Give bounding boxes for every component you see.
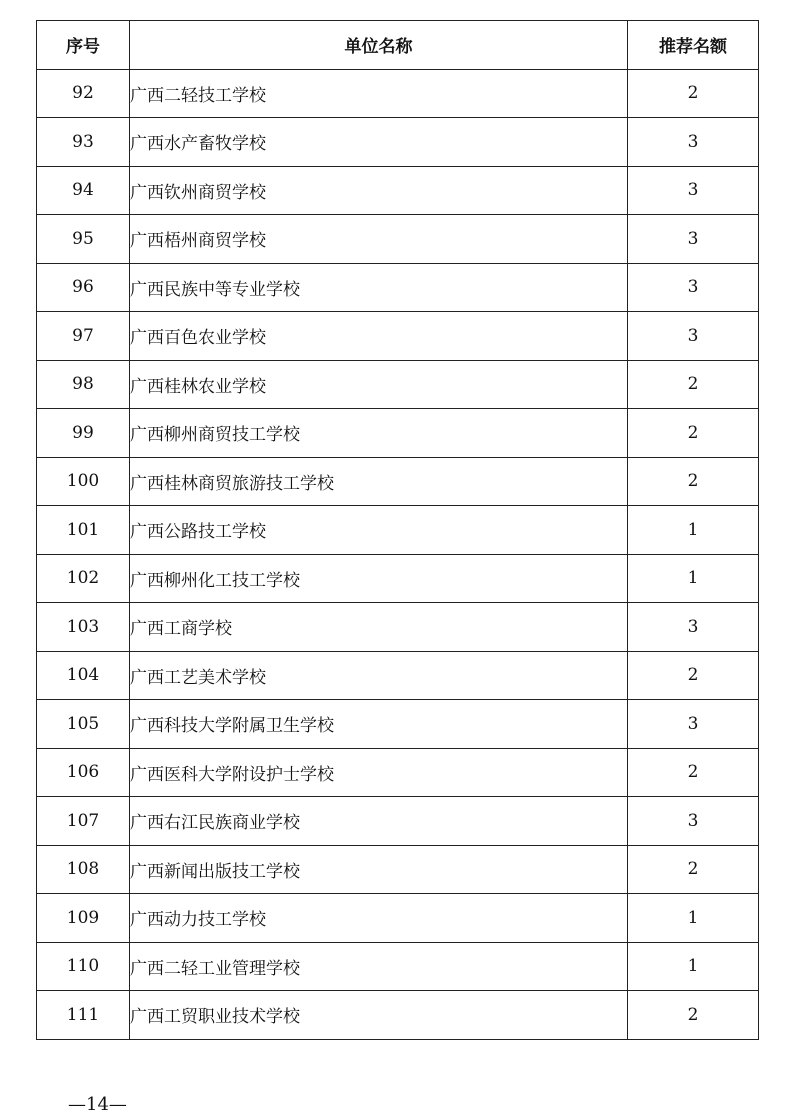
row-serial-number: 98 <box>37 360 130 409</box>
table-row <box>37 991 759 1040</box>
row-unit-name: 广西医科大学附设护士学校 <box>130 748 628 797</box>
row-recommended-quota: 3 <box>628 263 759 312</box>
row-serial-number: 109 <box>37 894 130 943</box>
table-row <box>37 409 759 458</box>
row-serial-number: 99 <box>37 409 130 458</box>
row-unit-name: 广西动力技工学校 <box>130 894 628 943</box>
row-serial-number: 106 <box>37 748 130 797</box>
table-row <box>37 118 759 167</box>
row-serial-number: 102 <box>37 554 130 603</box>
row-serial-number: 107 <box>37 797 130 846</box>
row-unit-name: 广西工商学校 <box>130 603 628 652</box>
table-body <box>37 69 759 1039</box>
table-row <box>37 554 759 603</box>
row-recommended-quota: 2 <box>628 991 759 1040</box>
row-unit-name: 广西柳州化工技工学校 <box>130 554 628 603</box>
row-unit-name: 广西二轻工业管理学校 <box>130 942 628 991</box>
row-serial-number: 111 <box>37 991 130 1040</box>
row-unit-name: 广西公路技工学校 <box>130 506 628 555</box>
row-serial-number: 103 <box>37 603 130 652</box>
row-recommended-quota: 3 <box>628 700 759 749</box>
row-serial-number: 96 <box>37 263 130 312</box>
row-unit-name: 广西桂林商贸旅游技工学校 <box>130 457 628 506</box>
row-serial-number: 95 <box>37 215 130 264</box>
row-recommended-quota: 1 <box>628 894 759 943</box>
table-row <box>37 506 759 555</box>
row-unit-name: 广西梧州商贸学校 <box>130 215 628 264</box>
row-recommended-quota: 3 <box>628 797 759 846</box>
row-serial-number: 110 <box>37 942 130 991</box>
table-row <box>37 845 759 894</box>
row-recommended-quota: 3 <box>628 603 759 652</box>
row-serial-number: 97 <box>37 312 130 361</box>
header-serial-number: 序号 <box>37 21 130 70</box>
row-recommended-quota: 3 <box>628 215 759 264</box>
table-row <box>37 942 759 991</box>
row-recommended-quota: 2 <box>628 845 759 894</box>
header-unit-name: 单位名称 <box>130 21 628 70</box>
row-recommended-quota: 2 <box>628 409 759 458</box>
row-unit-name: 广西柳州商贸技工学校 <box>130 409 628 458</box>
row-serial-number: 105 <box>37 700 130 749</box>
row-recommended-quota: 3 <box>628 166 759 215</box>
row-recommended-quota: 2 <box>628 69 759 118</box>
row-serial-number: 100 <box>37 457 130 506</box>
row-serial-number: 108 <box>37 845 130 894</box>
row-unit-name: 广西新闻出版技工学校 <box>130 845 628 894</box>
row-recommended-quota: 3 <box>628 118 759 167</box>
row-recommended-quota: 1 <box>628 506 759 555</box>
row-serial-number: 101 <box>37 506 130 555</box>
table-row <box>37 700 759 749</box>
row-unit-name: 广西工艺美术学校 <box>130 651 628 700</box>
row-unit-name: 广西民族中等专业学校 <box>130 263 628 312</box>
table-row <box>37 69 759 118</box>
row-recommended-quota: 1 <box>628 554 759 603</box>
table-row <box>37 748 759 797</box>
table-header-row <box>37 21 759 70</box>
row-unit-name: 广西百色农业学校 <box>130 312 628 361</box>
row-recommended-quota: 2 <box>628 651 759 700</box>
row-unit-name: 广西桂林农业学校 <box>130 360 628 409</box>
recommendation-table <box>36 20 759 1040</box>
row-recommended-quota: 2 <box>628 360 759 409</box>
table-row <box>37 894 759 943</box>
row-recommended-quota: 3 <box>628 312 759 361</box>
table-row <box>37 263 759 312</box>
row-recommended-quota: 1 <box>628 942 759 991</box>
table-row <box>37 360 759 409</box>
table-row <box>37 457 759 506</box>
row-unit-name: 广西右江民族商业学校 <box>130 797 628 846</box>
table-row <box>37 651 759 700</box>
row-recommended-quota: 2 <box>628 748 759 797</box>
table-row <box>37 603 759 652</box>
row-unit-name: 广西水产畜牧学校 <box>130 118 628 167</box>
table-row <box>37 166 759 215</box>
table-row <box>37 312 759 361</box>
row-unit-name: 广西钦州商贸学校 <box>130 166 628 215</box>
row-serial-number: 94 <box>37 166 130 215</box>
row-unit-name: 广西工贸职业技术学校 <box>130 991 628 1040</box>
row-recommended-quota: 2 <box>628 457 759 506</box>
row-serial-number: 93 <box>37 118 130 167</box>
row-unit-name: 广西科技大学附属卫生学校 <box>130 700 628 749</box>
table-row <box>37 797 759 846</box>
row-serial-number: 92 <box>37 69 130 118</box>
page-number: —14— <box>68 1094 127 1115</box>
header-recommended-quota: 推荐名额 <box>628 21 759 70</box>
row-unit-name: 广西二轻技工学校 <box>130 69 628 118</box>
table-row <box>37 215 759 264</box>
row-serial-number: 104 <box>37 651 130 700</box>
